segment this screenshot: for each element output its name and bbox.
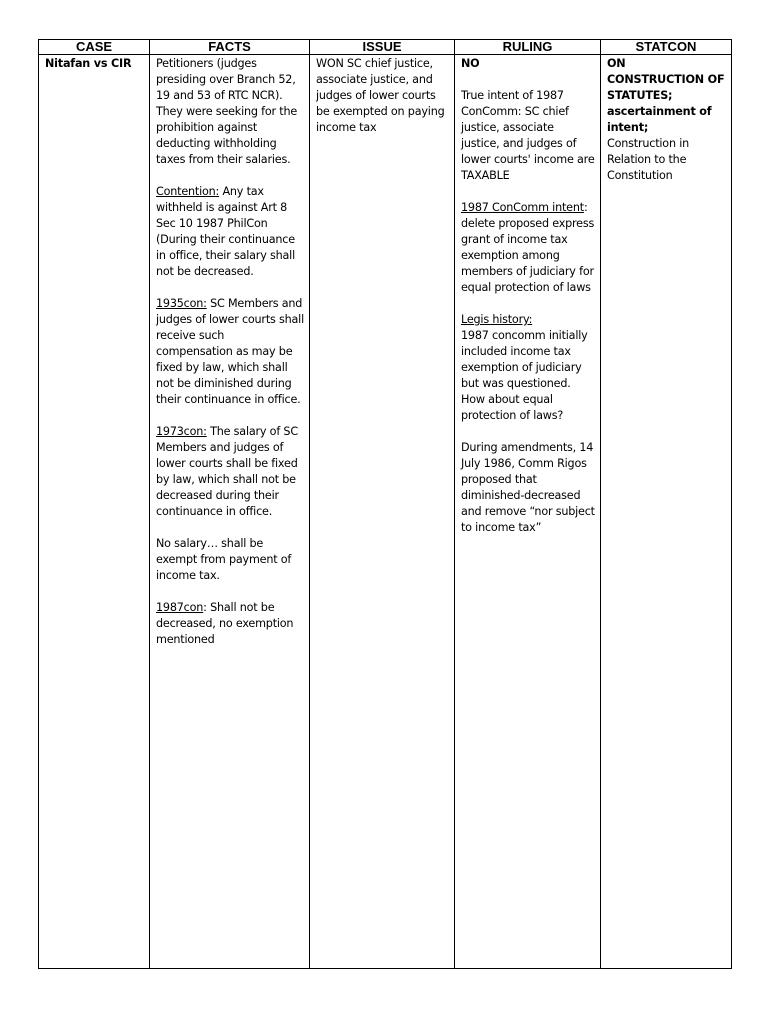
ruling-true-intent: True intent of 1987 ConComm: SC chief justice, associate justice, and judges of lower courts' income are TAXABLE [461, 89, 595, 182]
case-name: Nitafan vs CIR [45, 57, 132, 70]
contention-label: Contention: [156, 185, 220, 198]
case-cell [39, 55, 150, 969]
ruling-concomm-intent [461, 200, 595, 296]
legis-history-label: Legis history: [461, 313, 533, 326]
issue-cell [310, 55, 455, 969]
header-ruling: RULING [455, 40, 601, 55]
issue-text: WON SC chief justice, associate justice, and judges of lower courts be exempted on paying income tax [316, 57, 445, 134]
ruling-cell [455, 55, 601, 969]
concomm-intent-label: 1987 ConComm intent [461, 201, 584, 214]
facts-no-salary: No salary… shall be exempt from payment of income tax. [156, 537, 292, 582]
facts-paragraph: Petitioners (judges presiding over Branch 52, 19 and 53 of RTC NCR). They were seeking for the prohibition against deducting withholding taxes from their salaries. [156, 57, 298, 166]
facts-1935con [156, 296, 304, 408]
case-digest-sheet [38, 39, 731, 969]
header-statcon: STATCON [601, 40, 732, 55]
header-row [39, 40, 732, 55]
1935con-label: 1935con: [156, 297, 207, 310]
statcon-cell [601, 55, 732, 969]
table-row [39, 55, 732, 969]
header-case: CASE [39, 40, 150, 55]
statcon-heading: ON CONSTRUCTION OF STATUTES; ascertainment of intent; [607, 57, 725, 134]
ruling-amendments: During amendments, 14 July 1986, Comm Rigos proposed that diminished-decreased and remove “nor subject to income tax” [461, 441, 595, 534]
facts-1987con [156, 600, 304, 648]
1987con-label: 1987con [156, 601, 204, 614]
contention-text: Any tax withheld is against Art 8 Sec 10 1987 PhilCon (During their continuance in office, their salary shall not be decreased. [156, 185, 295, 278]
concomm-intent-text: : delete proposed express grant of income tax exemption among members of judiciary for equal protection of laws [461, 201, 595, 294]
1973con-text: The salary of SC Members and judges of lower courts shall be fixed by law, which shall not be decreased during their continuance in office. [156, 425, 298, 518]
statcon-text: Construction in Relation to the Constitution [607, 137, 689, 182]
facts-contention [156, 184, 304, 280]
ruling-legis-history [461, 312, 595, 424]
1935con-text: SC Members and judges of lower courts shall receive such compensation as may be fixed by law, which shall not be diminished during their continuance in office. [156, 297, 304, 406]
legis-history-text: 1987 concomm initially included income tax exemption of judiciary but was questioned. How about equal protection of laws? [461, 329, 588, 422]
1987con-text: : Shall not be decreased, no exemption mentioned [156, 601, 294, 646]
header-issue: ISSUE [310, 40, 455, 55]
header-facts: FACTS [150, 40, 310, 55]
1973con-label: 1973con: [156, 425, 207, 438]
ruling-answer: NO [461, 57, 480, 70]
case-digest-table [38, 39, 732, 969]
facts-1973con [156, 424, 304, 520]
facts-cell [150, 55, 310, 969]
